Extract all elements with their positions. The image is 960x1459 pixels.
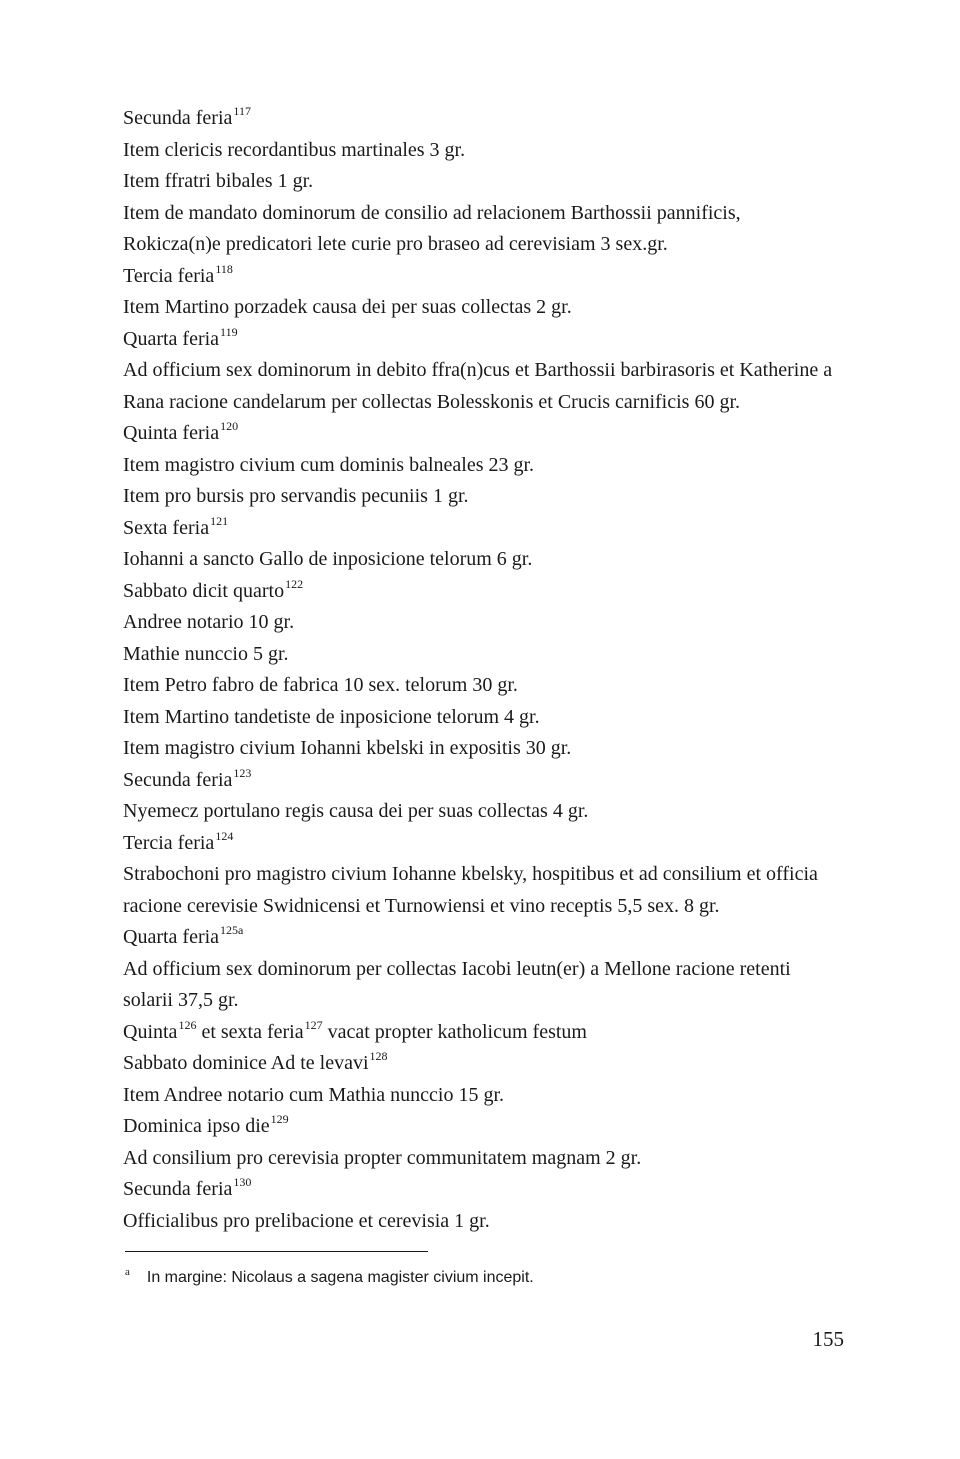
text-line <box>123 450 843 482</box>
footnote-reference: 118 <box>215 261 233 276</box>
line-text: Mathie nunccio 5 gr. <box>123 642 289 665</box>
footnote-reference: 128 <box>369 1049 388 1063</box>
footnote-reference: 119 <box>220 324 238 339</box>
text-line <box>123 828 843 860</box>
text-line <box>123 1017 843 1049</box>
footnote-divider <box>125 1251 428 1252</box>
line-text: Ad consilium pro cerevisia propter communitatem magnam 2 gr. <box>123 1146 642 1169</box>
line-text: Quarta feria <box>123 926 220 948</box>
text-line <box>123 733 843 765</box>
footnote-reference: 124 <box>215 828 234 843</box>
line-text: Quarta feria <box>123 327 220 350</box>
text-line <box>123 576 843 608</box>
text-line <box>123 481 843 513</box>
text-line <box>123 198 843 261</box>
footnote <box>125 1266 845 1287</box>
text-line <box>123 670 843 702</box>
footnote-reference: 117 <box>233 104 251 118</box>
footnote-reference: 127 <box>304 1017 323 1032</box>
footnote-reference: 130 <box>233 1175 252 1189</box>
line-text: Sabbato dicit quarto <box>123 579 285 602</box>
text-line <box>123 513 843 545</box>
text-line <box>123 859 843 922</box>
line-text: Officialibus pro prelibacione et cerevisia 1 gr. <box>123 1209 490 1232</box>
text-line <box>123 1206 843 1238</box>
text-line <box>123 922 843 954</box>
line-text: Secunda feria <box>123 107 233 129</box>
line-text: Item magistro civium Iohanni kbelski in expositis 30 gr. <box>123 737 572 759</box>
text-line <box>123 166 843 198</box>
text-line <box>123 702 843 734</box>
line-text: Quinta feria <box>123 422 220 444</box>
line-text: Tercia feria <box>123 264 215 287</box>
text-line <box>123 1080 843 1112</box>
footnote-mark: a <box>125 1266 130 1278</box>
text-line <box>123 324 843 356</box>
line-text: Ad officium sex dominorum per collectas Iacobi leutn(er) a Mellone racione retenti solarii 37,5 gr. <box>123 957 791 1011</box>
line-text: Secunda feria <box>123 1178 233 1200</box>
line-text: Strabochoni pro magistro civium Iohanne kbelsky, hospitibus et ad consilium et officia racione cerevisie Swidnicensi et Turnowiensi et vino receptis 5,5 sex. 8 gr. <box>123 863 818 917</box>
text-line <box>123 355 843 418</box>
line-text: Item Petro fabro de fabrica 10 sex. telorum 30 gr. <box>123 674 518 696</box>
line-text: Sabbato dominice Ad te levavi <box>123 1052 369 1074</box>
text-line <box>123 796 843 828</box>
line-text: Nyemecz portulano regis causa dei per suas collectas 4 gr. <box>123 800 589 822</box>
text-line <box>123 639 843 671</box>
page-number: 155 <box>812 1327 844 1351</box>
text-line <box>123 1048 843 1080</box>
line-text: Secunda feria <box>123 768 233 791</box>
main-text <box>123 103 843 1237</box>
footnote-text: In margine: Nicolaus a sagena magister civium incepit. <box>146 1269 534 1286</box>
line-text: Item Martino tandetiste de inposicione telorum 4 gr. <box>123 705 540 728</box>
line-text: Iohanni a sancto Gallo de inposicione telorum 6 gr. <box>123 548 533 570</box>
text-line <box>123 135 843 167</box>
line-text: Item magistro civium cum dominis balneales 23 gr. <box>123 453 535 476</box>
text-line <box>123 607 843 639</box>
footnote-reference: 120 <box>220 419 239 433</box>
text-line <box>123 1174 843 1206</box>
line-text: Dominica ipso die <box>123 1115 270 1137</box>
text-line <box>123 1143 843 1175</box>
line-text: Item ffratri bibales 1 gr. <box>123 170 314 192</box>
line-text: vacat propter katholicum festum <box>322 1020 587 1043</box>
line-text: Andree notario 10 gr. <box>123 611 295 633</box>
text-line <box>123 261 843 293</box>
footnote-reference: 125a <box>220 923 244 937</box>
line-text: Tercia feria <box>123 831 215 854</box>
line-text: Quinta <box>123 1020 178 1043</box>
footnote-reference: 129 <box>270 1112 289 1126</box>
line-text: et sexta feria <box>196 1020 304 1043</box>
line-text: Item clericis recordantibus martinales 3 gr. <box>123 138 466 161</box>
text-line <box>123 544 843 576</box>
text-line <box>123 1111 843 1143</box>
line-text: Item Martino porzadek causa dei per suas collectas 2 gr. <box>123 296 572 318</box>
line-text: Ad officium sex dominorum in debito ffra(n)cus et Barthossii barbirasoris et Katherine a Rana racione candelarum per collectas Bolesskonis et Crucis carnificis 60 gr. <box>123 359 833 413</box>
footnote-reference: 121 <box>210 513 229 528</box>
footnote-reference: 122 <box>285 576 304 591</box>
line-text: Item de mandato dominorum de consilio ad relacionem Barthossii pannificis, Rokicza(n)e predicatori lete curie pro braseo ad cerevisiam 3 sex.gr. <box>123 201 741 255</box>
text-line <box>123 954 843 1017</box>
line-text: Item Andree notario cum Mathia nunccio 15 gr. <box>123 1083 505 1106</box>
footnote-reference: 123 <box>233 765 252 780</box>
line-text: Item pro bursis pro servandis pecuniis 1 gr. <box>123 485 469 507</box>
text-line <box>123 418 843 450</box>
footnote-reference: 126 <box>178 1017 197 1032</box>
text-line <box>123 292 843 324</box>
line-text: Sexta feria <box>123 516 210 539</box>
text-line <box>123 765 843 797</box>
text-line <box>123 103 843 135</box>
